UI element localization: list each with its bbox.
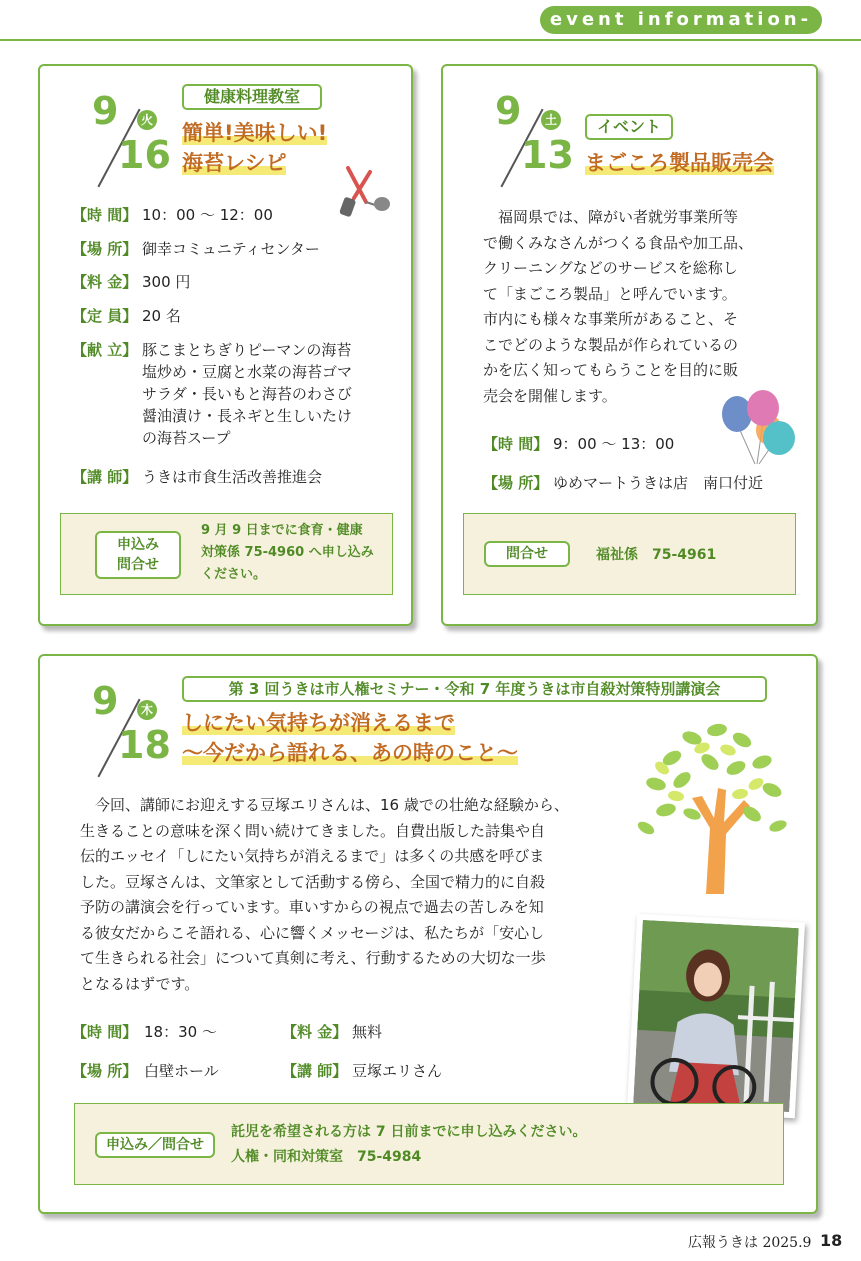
detail-value: 御幸コミュニティセンター <box>142 240 320 258</box>
event-card-sale <box>441 64 818 626</box>
detail-lecturer <box>282 1060 347 1082</box>
inquiry-label: 問合せ <box>484 541 570 567</box>
publication-issue: 2025.9 <box>762 1235 812 1251</box>
inquiry-label: 申込み 問合せ <box>95 531 181 579</box>
detail-fee <box>72 271 137 293</box>
detail-value: 9：00 〜 13：00 <box>553 435 675 453</box>
event-title-line: しにたい気持ちが消えるまで <box>182 711 455 735</box>
detail-label: 【場 所】 <box>483 474 549 492</box>
tree-illustration <box>632 718 792 898</box>
detail-label: 【場 所】 <box>72 240 138 258</box>
inquiry-label: 申込み／問合せ <box>95 1132 215 1158</box>
speaker-photo <box>627 914 805 1119</box>
weekday-badge: 火 <box>137 110 157 130</box>
detail-label: 【講 師】 <box>282 1062 348 1080</box>
event-day: 18 <box>118 723 171 767</box>
detail-time <box>72 204 137 226</box>
balloons-icon <box>719 390 797 466</box>
detail-lecturer <box>72 466 137 488</box>
detail-label: 【料 金】 <box>282 1023 348 1041</box>
event-month: 9 <box>92 89 119 133</box>
header-rule <box>0 39 861 41</box>
event-description: 福岡県では、障がい者就労事業所等 で働くみなさんがつくる食品や加工品、 クリーニングなどのサービスを総称し て「まごころ製品」と呼んでいます。 市内にも様々な事業所があること、そ こでどのような製品が作られているの かを広く知ってもらうことを目的に販 売会を開催します。 <box>483 208 754 405</box>
event-category-tag: 健康料理教室 <box>182 84 322 110</box>
detail-capacity <box>72 305 137 327</box>
detail-label: 【料 金】 <box>72 273 138 291</box>
detail-time <box>72 1021 137 1043</box>
event-title <box>585 148 774 178</box>
weekday-badge: 土 <box>541 110 561 130</box>
event-title <box>182 708 518 768</box>
detail-time <box>483 433 548 455</box>
detail-value: うきは市食生活改善推進会 <box>142 468 323 486</box>
detail-value: 豚こまとちぎりピーマンの海苔 塩炒め・豆腐と水菜の海苔ゴマ サラダ・長いもと海苔のわさび 醤油漬け・長ネギと生しいたけ の海苔スープ <box>142 341 353 447</box>
detail-value: 無料 <box>352 1023 383 1041</box>
detail-value: 豆塚エリさん <box>352 1062 443 1080</box>
detail-value: 10：00 〜 12：00 <box>142 206 273 224</box>
detail-label: 【場 所】 <box>72 1062 138 1080</box>
detail-label: 【時 間】 <box>72 206 138 224</box>
detail-menu <box>72 339 137 361</box>
footer-publication <box>688 1232 811 1252</box>
inquiry-box <box>60 513 393 595</box>
event-card-seminar <box>38 654 818 1214</box>
event-category-tag: 第 3 回うきは市人権セミナー・令和 7 年度うきは市自殺対策特別講演会 <box>182 676 767 702</box>
detail-label: 【献 立】 <box>72 341 138 359</box>
event-day: 13 <box>521 133 574 177</box>
event-title-line: 簡単!美味しい! <box>182 121 328 145</box>
detail-label: 【時 間】 <box>483 435 549 453</box>
detail-fee <box>282 1021 347 1043</box>
inquiry-box <box>74 1103 784 1185</box>
detail-label: 【講 師】 <box>72 468 138 486</box>
inquiry-box <box>463 513 796 595</box>
event-month: 9 <box>92 679 119 723</box>
event-title-line: 海苔レシピ <box>182 151 287 175</box>
inquiry-text: 福祉係 75-4961 <box>596 547 717 563</box>
detail-place <box>483 472 548 494</box>
event-title <box>182 118 327 178</box>
event-title-line: まごころ製品販売会 <box>585 151 774 175</box>
inquiry-text: 9 月 9 日までに食育・健康 対策係 75-4960 へ申し込み ください。 <box>201 523 374 582</box>
detail-label: 【定 員】 <box>72 307 138 325</box>
detail-place <box>72 1060 137 1082</box>
detail-value: 20 名 <box>142 307 181 325</box>
cooking-utensils-icon <box>336 166 392 226</box>
detail-value: 白壁ホール <box>144 1062 219 1080</box>
event-card-cooking <box>38 64 413 626</box>
event-title-line: 〜今だから語れる、あの時のこと〜 <box>182 741 518 765</box>
event-day: 16 <box>118 133 171 177</box>
detail-value: 18：30 〜 <box>144 1023 217 1041</box>
detail-value: ゆめマートうきは店 南口付近 <box>553 474 764 492</box>
event-category-tag: イベント <box>585 114 673 140</box>
publication-name: 広報うきは <box>688 1235 758 1251</box>
event-information-header: event information- <box>540 6 822 34</box>
detail-value: 300 円 <box>142 273 191 291</box>
detail-label: 【時 間】 <box>72 1023 138 1041</box>
detail-place <box>72 238 137 260</box>
inquiry-text: 託児を希望される方は 7 日前までに申し込みください。 人権・同和対策室 75-4984 <box>231 1124 587 1165</box>
event-description: 今回、講師にお迎えする豆塚エリさんは、16 歳での壮絶な経験から、 生きることの意味を深く問い続けてきました。自費出版した詩集や自 伝的エッセイ「しにたい気持ちが消えるまで」は多くの共感を呼びま した。豆塚さんは、文筆家として活動する傍ら、全国で精力的に自殺 予防の講演会を行っています。車いすからの視点で過去の苦しみを知 る彼女だからこそ語れる、心に響くメッセージは、私たちが「安心し て生きられる社会」について真剣に考え、行動するための大切な一歩 となるはずです。 <box>80 796 569 993</box>
page-number: 18 <box>820 1231 843 1250</box>
speaker-photo-image <box>633 920 798 1112</box>
weekday-badge: 木 <box>137 700 157 720</box>
event-month: 9 <box>495 89 522 133</box>
